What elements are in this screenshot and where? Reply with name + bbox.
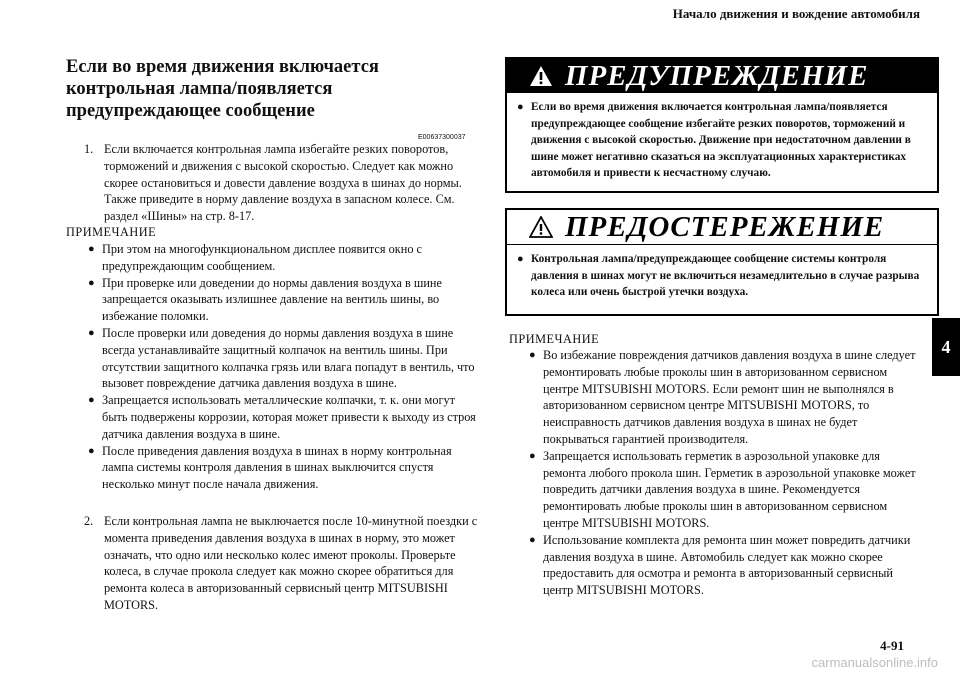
bullet-icon: ● [529,349,536,361]
bullet-icon: ● [88,394,95,407]
warning-title: ПРЕДУПРЕЖДЕНИЕ [565,59,869,92]
note-bullet: ● После приведения давления воздуха в шинах в норму контрольная лампа системы контроля давления в шинах выключится спустя несколько минут после начала движения. [88,443,452,492]
bullet-icon: ● [88,326,95,339]
bullet-icon: ● [529,533,536,546]
item-number: 1. [84,142,94,156]
warning-bullet: ● Если во время движения включается контрольная лампа/появляется предупреждающее сообщение избегайте резких поворотов, торможений и движения с высокой скоростью. Движение при недостаточном давлении в шине может негативно сказаться на эксплуатационных характеристиках автомобиля и привести к несчастному случаю. [517,101,911,179]
note-bullet: ● Запрещается использовать герметик в аэрозольной упаковке для ремонта любого прокола шин. Герметик в аэрозольной упаковке может повредить датчики давления воздуха в шине. Рекомендуется ремонтировать любые проколы шин в авторизованном сервисном центре MITSUBISHI MOTORS. [529,448,916,530]
page-header: Начало движения и вождение автомобиля [672,6,920,21]
bullet-icon: ● [529,449,536,462]
note-heading: ПРИМЕЧАНИЕ [66,225,157,239]
item-number: 2. [84,514,94,528]
bullet-icon: ● [517,101,524,113]
watermark: carmanualsonline.info [811,655,938,670]
note-bullet: ● Использование комплекта для ремонта шин может повредить датчики давления воздуха в шине. Автомобиль следует как можно скорее предоставить для осмотра и ремонта в авторизованный сервисный центр MITSUBISHI MOTORS. [529,532,911,598]
warning-triangle-icon [529,65,553,87]
note-heading: ПРИМЕЧАНИЕ [509,332,600,346]
caution-bullet: ● Контрольная лампа/предупреждающее сообщение системы контроля давления в шинах могут не включиться незамедлительно в случае разрыва колеса или очень быстрой утечки воздуха. [517,253,920,298]
numbered-item-1 [84,141,480,225]
caution-triangle-icon [529,216,553,238]
caution-title: ПРЕДОСТЕРЕЖЕНИЕ [565,210,885,243]
note-bullet: ● Во избежание повреждения датчиков давления воздуха в шине следует ремонтировать любые проколы шин в авторизованном сервисном центре MITSUBISHI MOTORS. Если ремонт шин не выполнялся в авторизованном сервисном центре MITSUBISHI MOTORS, то неисправность датчиков давления воздуха в шинах не будет покрываться гарантией производителя. [529,348,916,446]
document-code: E00637300037 [418,134,466,141]
note-bullet: ● Запрещается использовать металлические колпачки, т. к. они могут быть подвержены коррозии, которая может привести к выходу из строя датчика давления воздуха в шине. [88,393,476,441]
note-bullet: ● При проверке или доведении до нормы давления воздуха в шине запрещается оказывать излишнее давление на вентиль шины, во избежание поломки. [88,275,442,324]
note-bullet: ● При этом на многофункциональном дисплее появится окно с предупреждающим сообщением. [88,242,423,273]
chapter-tab: 4 [932,318,960,376]
note-bullet: ● После проверки или доведения до нормы давления воздуха в шине всегда устанавливайте защитный колпачок на вентиль шины. При отсутствии защитного колпачка грязь или влага попадут в вентиль, что вызовет повреждение датчика давления воздуха в шине. [88,325,475,391]
numbered-item-2 [84,513,480,614]
caution-box-header [507,210,937,245]
note-right [509,332,917,599]
warning-box [505,57,939,193]
bullet-icon: ● [517,253,524,265]
note-left [66,225,480,493]
section-title: Если во время движения включается контрольная лампа/появляется предупреждающее сообщение [66,57,379,121]
item-text: Если включается контрольная лампа избегайте резких поворотов, торможений и движения с высокой скоростью. Следует как можно скорее остановиться и довести давление воздуха в шинах до нормы. Также приведите в норму давление воздуха в запасном колесе. См. раздел «Шины» на стр. 8-17. [104,142,462,224]
caution-box [505,208,939,316]
page-number: 4-91 [880,638,904,653]
bullet-icon: ● [88,243,95,255]
item-text: Если контрольная лампа не выключается после 10-минутной поездки с момента приведения давления воздуха в шинах в норму, это может означать, что одно или несколько колес имеют проколы. Проверьте колеса, в случае прокола следует как можно скорее обратиться для ремонта колеса в авторизованный сервисный центр MITSUBISHI MOTORS. [104,514,478,612]
bullet-icon: ● [88,444,95,457]
bullet-icon: ● [88,276,95,289]
warning-box-header [507,59,937,93]
